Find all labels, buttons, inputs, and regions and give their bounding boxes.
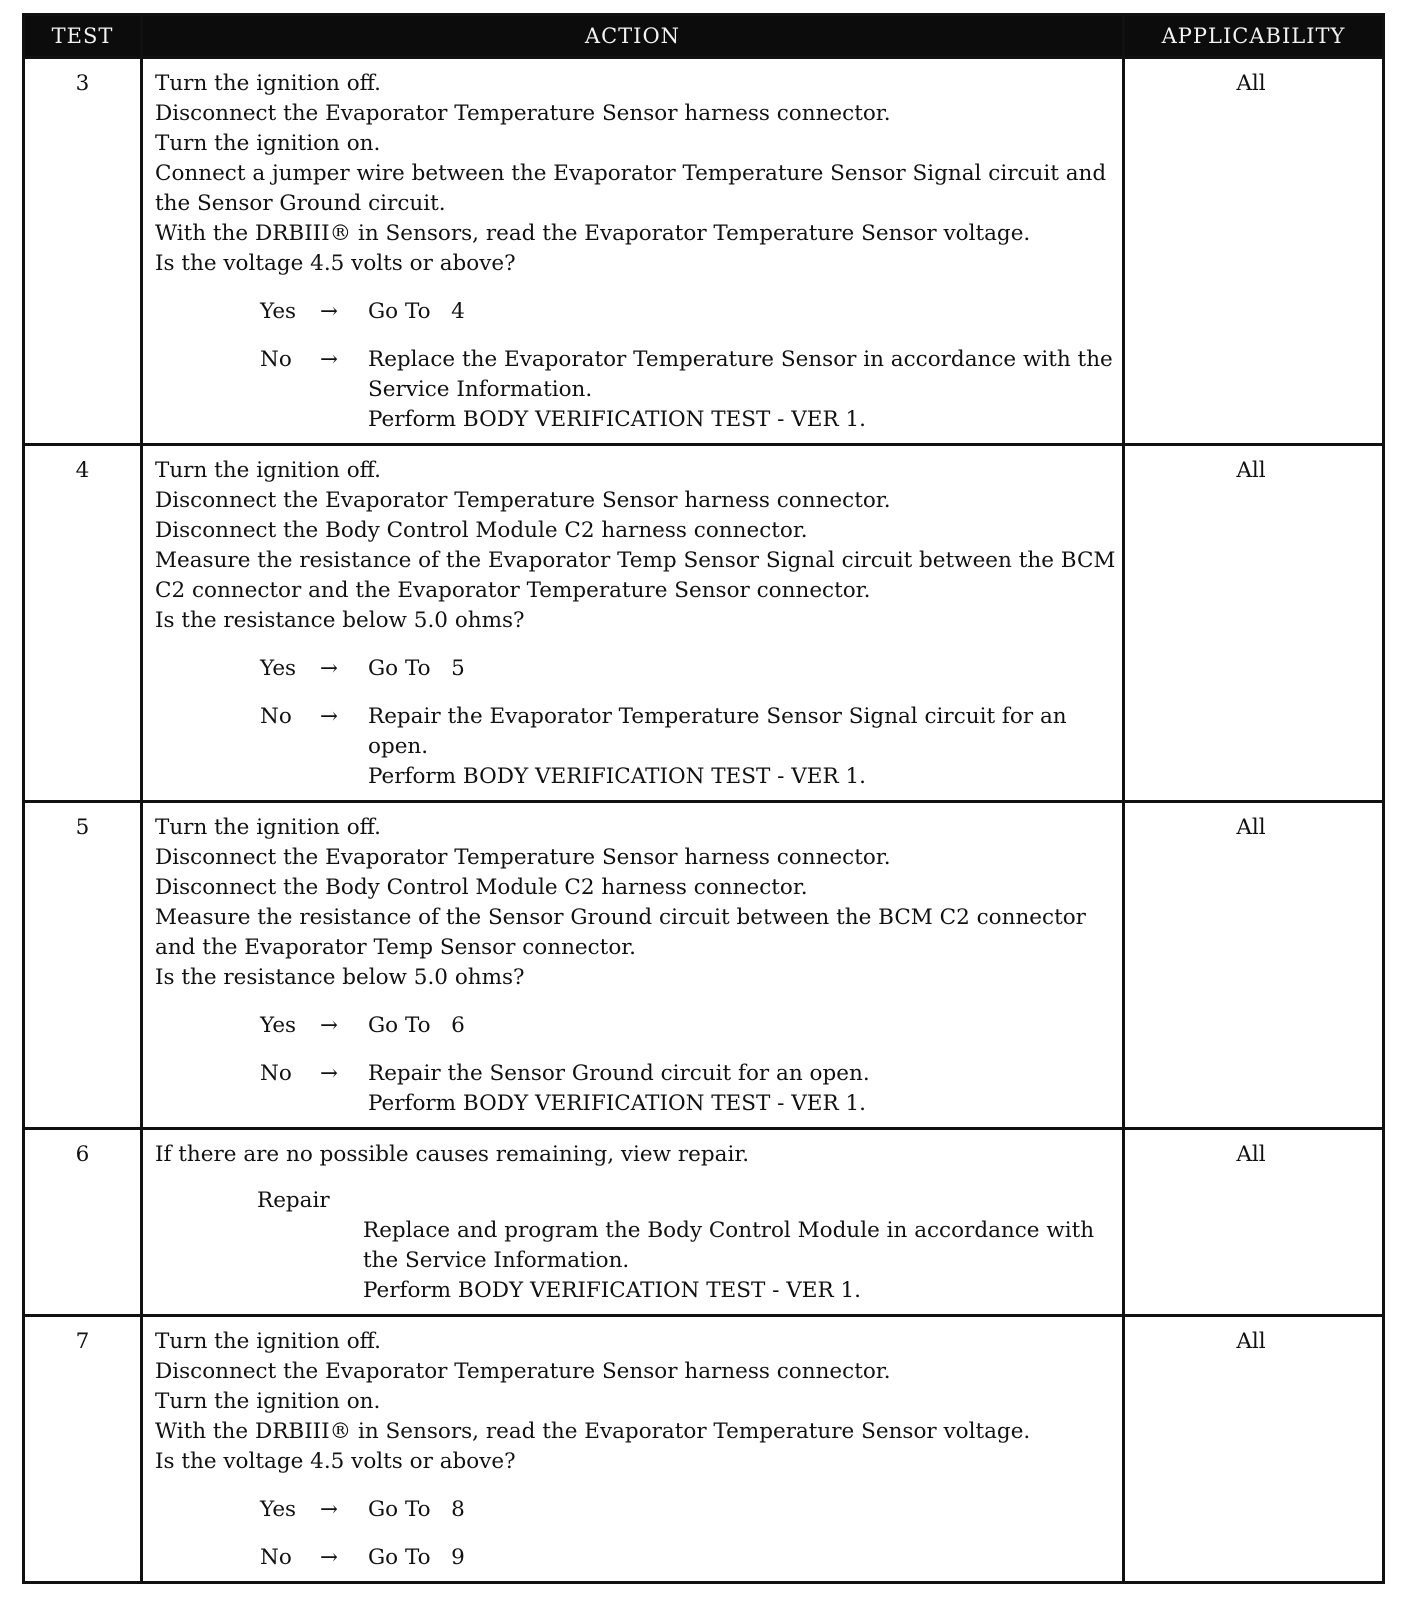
step-text: Turn the ignition on. [155,1389,381,1414]
test-number: 3 [24,58,142,445]
no-label: No [260,1061,292,1086]
no-result [368,1059,1116,1119]
repair-text [363,1216,1116,1306]
result-line: Perform BODY VERIFICATION TEST - VER 1. [368,1091,867,1116]
step-text: Disconnect the Evaporator Temperature Sensor harness connector. [155,488,891,513]
test-table [22,13,1385,1584]
step-text: Measure the resistance of the Sensor Ground circuit between the BCM C2 connector and the Evaporator Temp Sensor connector. [155,905,1086,960]
repair-line: Replace and program the Body Control Module in accordance with the Service Information. [363,1218,1095,1273]
test-number: 4 [24,445,142,802]
yes-result: Go To 6 [368,1013,465,1038]
yes-branch [155,1011,1116,1041]
no-branch [155,345,1116,435]
no-branch [155,1543,1116,1573]
repair-line: Perform BODY VERIFICATION TEST - VER 1. [363,1278,862,1303]
applicability-cell: All [1124,1316,1384,1583]
yes-label: Yes [260,656,297,681]
table-row [24,445,1384,802]
decision-block [155,297,1116,435]
yes-branch [155,297,1116,327]
no-branch [155,702,1116,792]
right-arrow-icon: → [320,1545,339,1570]
step-text: Disconnect the Evaporator Temperature Sensor harness connector. [155,101,891,126]
right-arrow-icon: → [320,1497,339,1522]
yes-result: Go To 4 [368,299,465,324]
step-text: Is the voltage 4.5 volts or above? [155,251,516,276]
action-cell [142,445,1124,802]
step-text: Connect a jumper wire between the Evaporator Temperature Sensor Signal circuit and the Sensor Ground circuit. [155,161,1107,216]
step-text: With the DRBIII® in Sensors, read the Evaporator Temperature Sensor voltage. [155,221,1031,246]
step-text: Is the voltage 4.5 volts or above? [155,1449,516,1474]
table-row [24,802,1384,1129]
right-arrow-icon: → [320,1013,339,1038]
test-number: 6 [24,1129,142,1316]
result-line: Perform BODY VERIFICATION TEST - VER 1. [368,764,867,789]
table-header-row [24,15,1384,58]
step-text: Disconnect the Evaporator Temperature Sensor harness connector. [155,845,891,870]
result-line: Replace the Evaporator Temperature Sensor in accordance with the Service Information. [368,347,1113,402]
test-number: 7 [24,1316,142,1583]
table-row [24,1129,1384,1316]
right-arrow-icon: → [320,704,339,729]
step-text: Turn the ignition on. [155,131,381,156]
action-cell [142,58,1124,445]
action-cell [142,1316,1124,1583]
yes-branch [155,1495,1116,1525]
repair-label: Repair [257,1188,330,1213]
right-arrow-icon: → [320,1061,339,1086]
yes-label: Yes [260,1497,297,1522]
applicability-cell: All [1124,445,1384,802]
step-text: Turn the ignition off. [155,1329,381,1354]
header-applicability: APPLICABILITY [1124,15,1384,58]
right-arrow-icon: → [320,299,339,324]
step-text: Disconnect the Evaporator Temperature Sensor harness connector. [155,1359,891,1384]
right-arrow-icon: → [320,347,339,372]
no-result: Go To 9 [368,1545,465,1570]
step-text: If there are no possible causes remaining, view repair. [155,1142,750,1167]
table-row [24,1316,1384,1583]
step-text: With the DRBIII® in Sensors, read the Evaporator Temperature Sensor voltage. [155,1419,1031,1444]
header-test: TEST [24,15,142,58]
decision-block [155,1011,1116,1119]
no-result [368,702,1116,792]
right-arrow-icon: → [320,656,339,681]
no-label: No [260,1545,292,1570]
yes-result: Go To 8 [368,1497,465,1522]
no-result [368,345,1116,435]
yes-branch [155,654,1116,684]
repair-block [155,1186,1116,1306]
applicability-cell: All [1124,58,1384,445]
step-text: Measure the resistance of the Evaporator Temp Sensor Signal circuit between the BCM C2 connector and the Evaporator Temperature Sensor connector. [155,548,1116,603]
header-action: ACTION [142,15,1124,58]
step-text: Turn the ignition off. [155,458,381,483]
decision-block [155,1495,1116,1573]
yes-label: Yes [260,1013,297,1038]
result-line: Repair the Sensor Ground circuit for an open. [368,1061,870,1086]
step-text: Turn the ignition off. [155,71,381,96]
decision-block [155,654,1116,792]
step-text: Turn the ignition off. [155,815,381,840]
step-text: Disconnect the Body Control Module C2 harness connector. [155,518,808,543]
no-label: No [260,347,292,372]
diagnostic-test-table [22,13,1382,1584]
table-row [24,58,1384,445]
step-text: Disconnect the Body Control Module C2 harness connector. [155,875,808,900]
test-number: 5 [24,802,142,1129]
no-label: No [260,704,292,729]
applicability-cell: All [1124,1129,1384,1316]
result-line: Perform BODY VERIFICATION TEST - VER 1. [368,407,867,432]
applicability-cell: All [1124,802,1384,1129]
no-branch [155,1059,1116,1119]
step-text: Is the resistance below 5.0 ohms? [155,965,525,990]
action-cell [142,1129,1124,1316]
yes-label: Yes [260,299,297,324]
action-cell [142,802,1124,1129]
yes-result: Go To 5 [368,656,465,681]
step-text: Is the resistance below 5.0 ohms? [155,608,525,633]
result-line: Repair the Evaporator Temperature Sensor Signal circuit for an open. [368,704,1067,759]
